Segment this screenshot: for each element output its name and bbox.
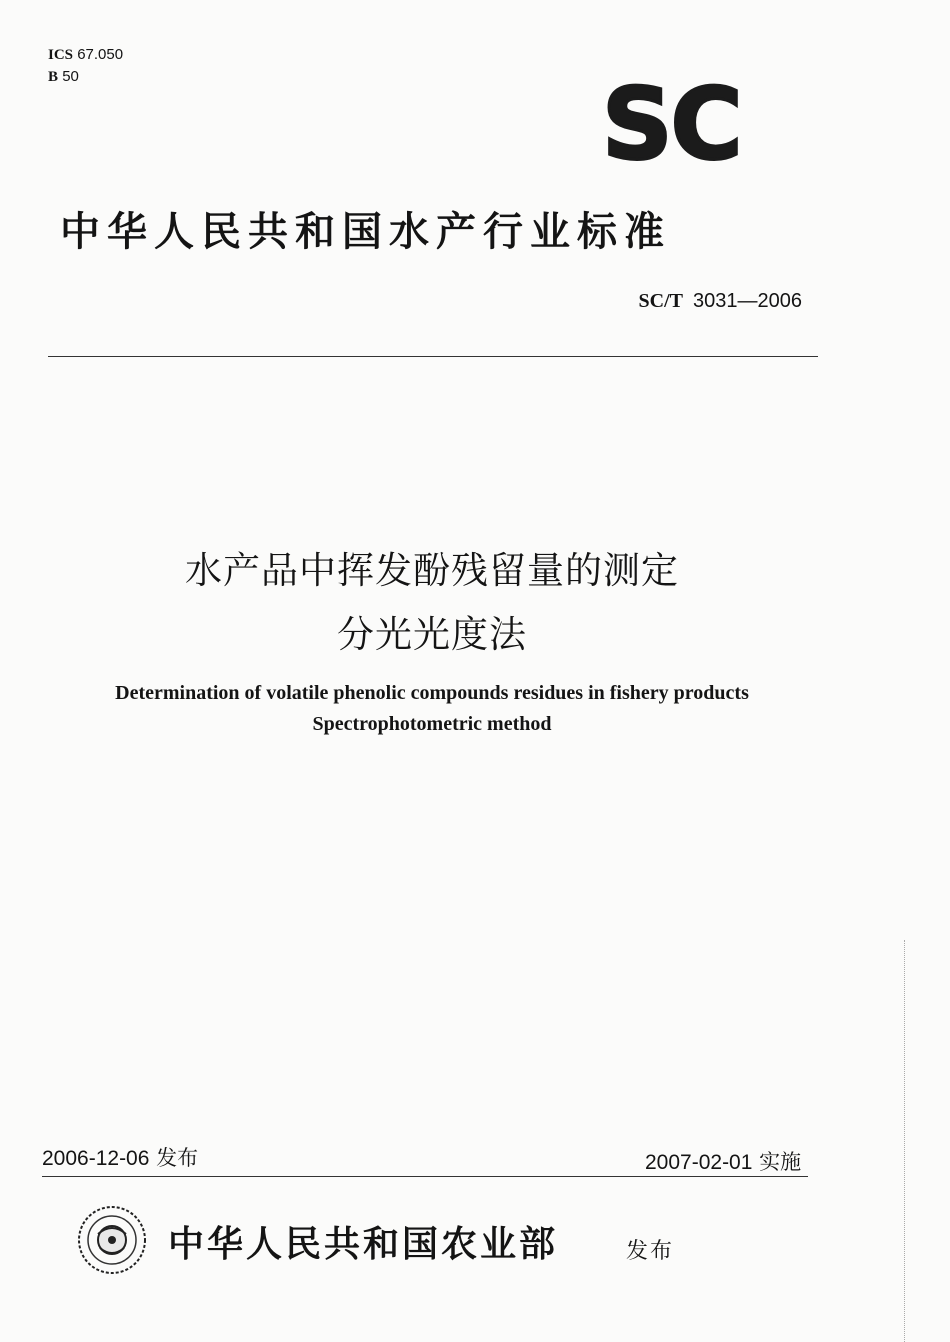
standard-code bbox=[639, 288, 802, 313]
standard-code-prefix: SC/T bbox=[638, 290, 684, 312]
issue-label: 发布 bbox=[156, 1146, 199, 1170]
standard-title: 中华人民共和国水产行业标准 bbox=[60, 208, 671, 255]
implement-label: 实施 bbox=[759, 1150, 802, 1174]
issue-date bbox=[42, 1142, 198, 1172]
title-cn-line2: 分光光度法 bbox=[337, 613, 527, 656]
implement-date-value: 2007-02-01 bbox=[645, 1151, 753, 1174]
title-en-line2: Spectrophotometric method bbox=[312, 713, 552, 735]
header-divider bbox=[48, 356, 818, 357]
publish-label: 发布 bbox=[626, 1239, 675, 1264]
issue-date-value: 2006-12-06 bbox=[42, 1147, 150, 1170]
ics-code: ICS 67.050 bbox=[48, 46, 124, 63]
implement-date bbox=[645, 1146, 801, 1176]
footer-divider bbox=[42, 1176, 808, 1177]
title-en-line1: Determination of volatile phenolic compounds residues in fishery products bbox=[115, 682, 749, 704]
sc-logo: SC bbox=[602, 68, 741, 182]
standard-code-number: 3031—2006 bbox=[693, 290, 802, 312]
classification-codes bbox=[48, 44, 123, 88]
scan-edge bbox=[904, 940, 905, 1342]
issuing-ministry: 中华人民共和国农业部 bbox=[168, 1223, 559, 1265]
ministry-emblem-icon bbox=[76, 1204, 148, 1276]
ccs-code: B 50 bbox=[48, 68, 79, 85]
title-cn-line1: 水产品中挥发酚残留量的测定 bbox=[185, 549, 679, 592]
